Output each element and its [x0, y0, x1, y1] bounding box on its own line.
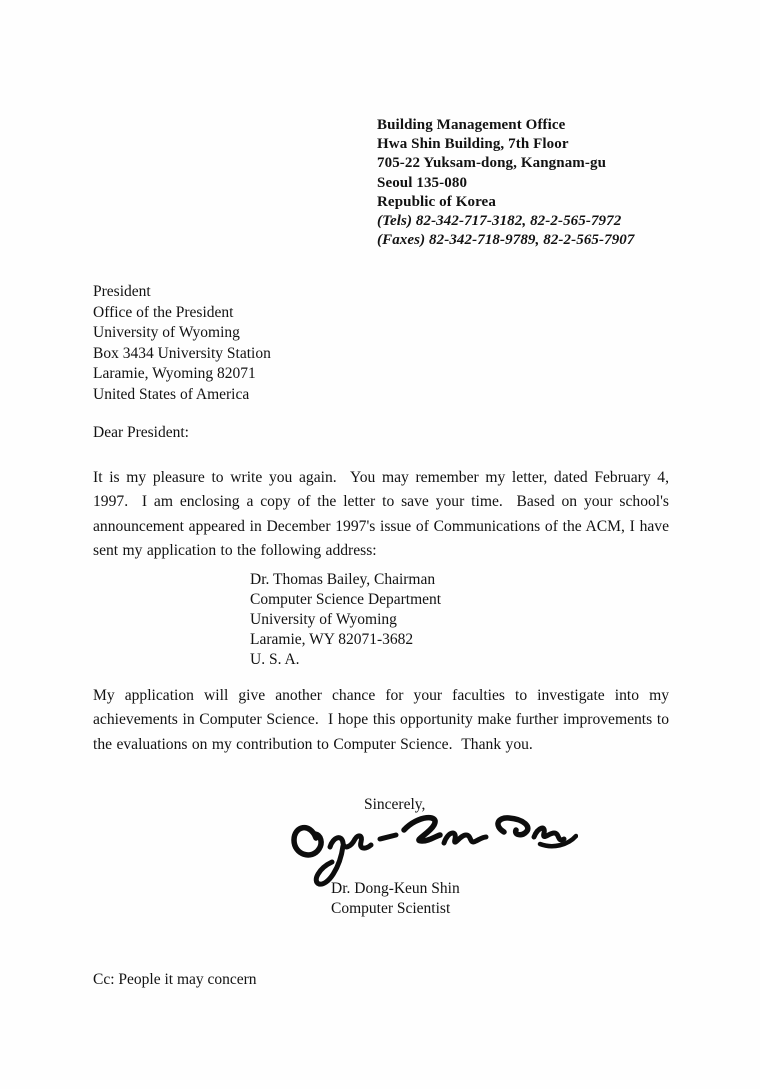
signature-image — [288, 810, 578, 890]
sender-line: Republic of Korea — [377, 193, 496, 210]
sender-phone-numbers: (Tels) 82-342-717-3182, 82-2-565-7972 — [377, 213, 622, 230]
sender-line: 705-22 Yuksam-dong, Kangnam-gu — [377, 155, 607, 172]
salutation: Dear President: — [93, 424, 189, 441]
inner-address-block — [250, 570, 550, 670]
cc-line: Cc: People it may concern — [93, 971, 257, 988]
sender-address-block — [377, 116, 677, 250]
signer-title: Computer Scientist — [331, 900, 451, 917]
valediction: Sincerely, — [364, 796, 426, 813]
signature-svg — [288, 810, 578, 890]
inner-address-line: U. S. A. — [250, 651, 300, 668]
body-paragraph-1: It is my pleasure to write you again. You may remember my letter, dated February 4, 1997. I am enclosing a copy of the letter to save your time. Based on your school's announcement appeared in December 1997's issue of Communications of the ACM, I have sent my application to the following address: — [93, 469, 669, 560]
inner-address-line: Computer Science Department — [250, 591, 442, 608]
body-paragraph-2: My application will give another chance for your faculties to investigate into my achievements in Computer Science. I hope this opportunity make further improvements to the evaluations on my contribution to Computer Science. Thank you. — [93, 687, 669, 753]
inner-address-line: Laramie, WY 82071-3682 — [250, 631, 414, 648]
sender-line: Seoul 135-080 — [377, 174, 468, 191]
recipient-address-block — [93, 282, 393, 406]
recipient-line: University of Wyoming — [93, 324, 240, 342]
recipient-line: Office of the President — [93, 303, 234, 321]
recipient-line: United States of America — [93, 385, 250, 403]
recipient-line: Box 3434 University Station — [93, 344, 271, 362]
sender-line: Hwa Shin Building, 7th Floor — [377, 136, 569, 153]
inner-address-line: University of Wyoming — [250, 611, 397, 628]
sender-fax-numbers: (Faxes) 82-342-718-9789, 82-2-565-7907 — [377, 232, 635, 249]
sender-line: Building Management Office — [377, 117, 566, 133]
recipient-line: Laramie, Wyoming 82071 — [93, 365, 256, 383]
inner-address-line: Dr. Thomas Bailey, Chairman — [250, 571, 436, 588]
signer-name: Dr. Dong-Keun Shin — [331, 880, 460, 897]
recipient-line: President — [93, 283, 151, 300]
